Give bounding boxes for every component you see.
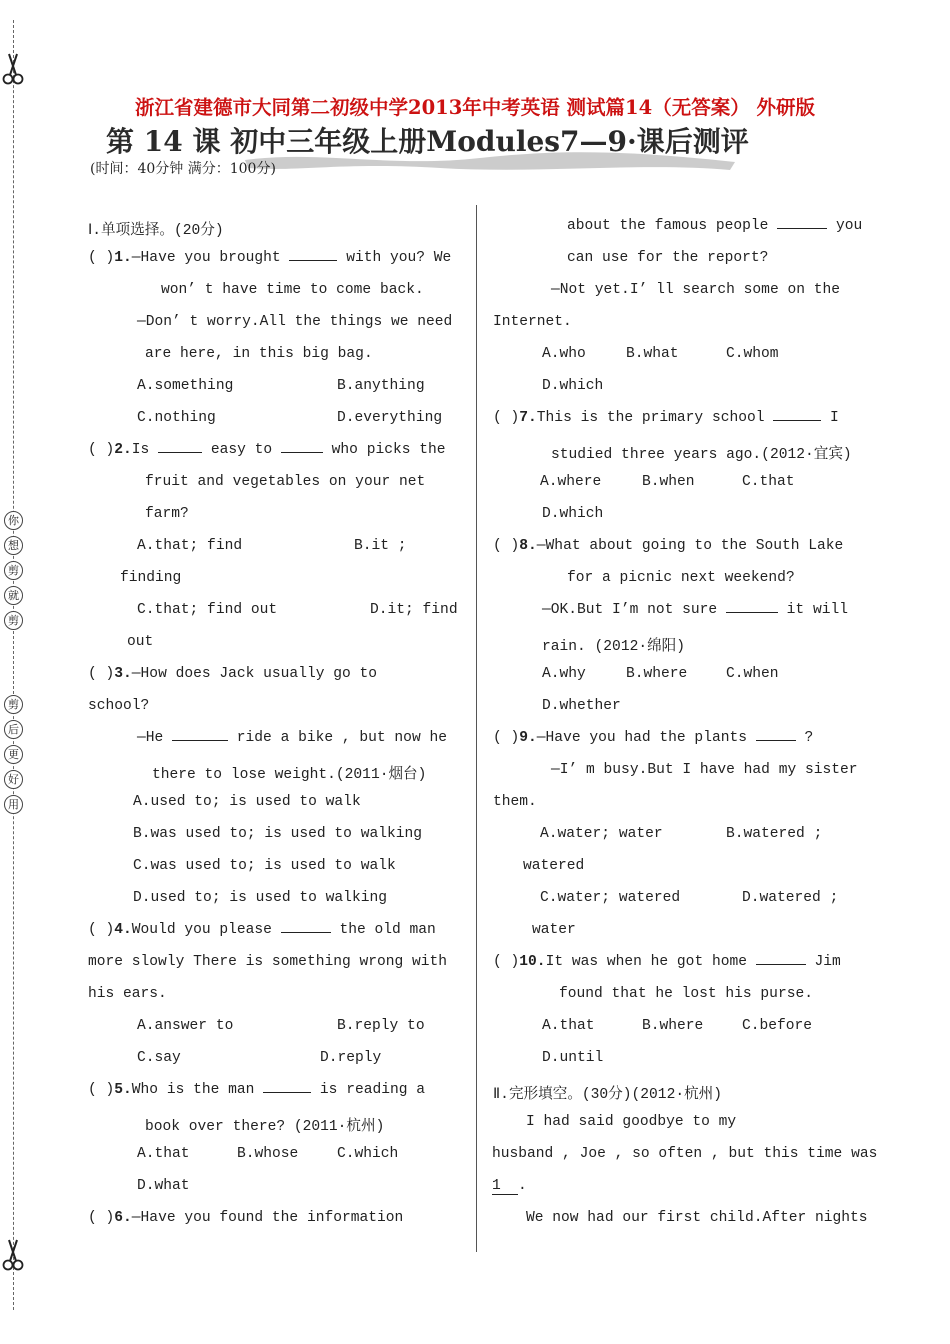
question-text: them. [493, 794, 537, 810]
column-divider [476, 205, 477, 1252]
question-text: —What about going to the South Lake [536, 538, 844, 554]
question-text: his ears. [88, 986, 167, 1002]
option-a: A.that [542, 1018, 595, 1034]
question-number: 9. [519, 730, 537, 746]
margin-circle: 你 [4, 511, 23, 530]
section-heading: Ⅰ.单项选择。(20分) [88, 223, 224, 239]
question-text: —I’ m busy.But I have had my sister [551, 762, 858, 778]
document-title: 浙江省建德市大同第二初级中学2013年中考英语 测试篇14（无答案） 外研版 [135, 96, 815, 119]
margin-circle: 就 [4, 586, 23, 605]
fill-blank [158, 452, 202, 453]
lesson-heading: 第 14 课 初中三年级上册Modules7—9·课后测评 [106, 125, 749, 158]
question-1 [88, 250, 451, 266]
answer-bracket: ( ) [493, 538, 520, 554]
question-text: can use for the report? [567, 250, 769, 266]
option-a: A.used to; is used to walk [133, 794, 361, 810]
option-b: B.when [642, 474, 695, 490]
question-text: fruit and vegetables on your net [145, 474, 426, 490]
question-text: about the famous people [567, 218, 778, 234]
option-c: C.when [726, 666, 779, 682]
fill-blank [777, 228, 827, 229]
question-number: 6. [114, 1210, 132, 1226]
margin-circle: 剪 [4, 695, 23, 714]
fill-blank [289, 260, 337, 261]
question-text: school? [88, 698, 150, 714]
answer-bracket: ( ) [493, 410, 520, 426]
option-c: C.whom [726, 346, 779, 362]
option-d-cont: out [127, 634, 154, 650]
question-number: 10. [519, 954, 546, 970]
option-b: B.what [626, 346, 679, 362]
margin-circle: 更 [4, 745, 23, 764]
option-a: A.something [137, 378, 234, 394]
question-number: 3. [114, 666, 132, 682]
option-d: D.which [542, 378, 604, 394]
question-text: are here, in this big bag. [145, 346, 373, 362]
answer-bracket: ( ) [88, 250, 115, 266]
option-d: D.everything [337, 410, 443, 426]
question-text: I [821, 410, 839, 426]
option-d-cont: water [532, 922, 576, 938]
option-b: B.whose [237, 1146, 299, 1162]
margin-circle: 剪 [4, 561, 23, 580]
question-text: there to lose weight.(2011·烟台) [152, 767, 427, 783]
question-text: studied three years ago.(2012·宜宾) [551, 447, 852, 463]
option-a: A.why [542, 666, 586, 682]
option-d: D.until [542, 1050, 604, 1066]
cloze-blank-1: 1 [492, 1178, 518, 1195]
question-text: rain. (2012·绵阳) [542, 639, 686, 655]
passage-text: We now had our first child.After nights [526, 1210, 868, 1226]
option-d: D.used to; is used to walking [133, 890, 387, 906]
question-2 [88, 442, 446, 458]
option-a: A.water; water [540, 826, 663, 842]
question-text [542, 602, 848, 618]
question-text: It was when he got home [545, 954, 756, 970]
option-a: A.that [137, 1146, 190, 1162]
passage-text: . [518, 1178, 527, 1194]
question-text: —How does Jack usually go to [131, 666, 378, 682]
question-text: ? [795, 730, 814, 746]
question-number: 2. [114, 442, 132, 458]
margin-circle: 用 [4, 795, 23, 814]
question-number: 4. [114, 922, 132, 938]
option-d: D.what [137, 1178, 190, 1194]
question-6 [88, 1210, 403, 1226]
question-number: 5. [114, 1082, 132, 1098]
option-b: B.reply to [337, 1018, 425, 1034]
margin-circle: 好 [4, 770, 23, 789]
option-b: B.was used to; is used to walking [133, 826, 423, 842]
option-a: A.answer to [137, 1018, 234, 1034]
option-b: B.anything [337, 378, 425, 394]
question-text: book over there? (2011·杭州) [145, 1119, 385, 1135]
fill-blank [263, 1092, 311, 1093]
question-9 [493, 730, 813, 746]
option-c: C.was used to; is used to walk [133, 858, 396, 874]
question-text: —Have you had the plants [536, 730, 756, 746]
question-10 [493, 954, 841, 970]
question-text: for a picnic next weekend? [567, 570, 795, 586]
fill-blank [172, 740, 228, 741]
scissors-icon [2, 1238, 24, 1272]
option-c: C.say [137, 1050, 181, 1066]
question-number: 8. [519, 538, 537, 554]
option-a: A.that; find [137, 538, 243, 554]
scissors-icon [2, 52, 24, 86]
question-text: it will [777, 602, 848, 618]
question-text: —Don’ t worry.All the things we need [137, 314, 453, 330]
margin-circle: 后 [4, 720, 23, 739]
fill-blank [756, 740, 796, 741]
question-number: 1. [114, 250, 132, 266]
question-text: who picks the [322, 442, 446, 458]
option-c: C.which [337, 1146, 399, 1162]
passage-text: I had said goodbye to my [526, 1114, 737, 1130]
question-8 [493, 538, 843, 554]
question-text: more slowly There is something wrong with [88, 954, 448, 970]
question-number: 7. [519, 410, 537, 426]
question-text: you [827, 218, 863, 234]
option-b: B.it ; [354, 538, 407, 554]
question-text: the old man [330, 922, 436, 938]
question-text: farm? [145, 506, 189, 522]
question-text: is reading a [311, 1082, 426, 1098]
option-c: C.water; watered [540, 890, 681, 906]
fill-blank [281, 452, 323, 453]
option-d: D.whether [542, 698, 621, 714]
question-text: found that he lost his purse. [559, 986, 813, 1002]
question-4 [88, 922, 436, 938]
option-b: B.where [642, 1018, 704, 1034]
question-text: This is the primary school [536, 410, 774, 426]
question-text: —Have you brought [131, 250, 290, 266]
question-7 [493, 410, 839, 426]
answer-bracket: ( ) [493, 954, 520, 970]
fill-blank [281, 932, 331, 933]
margin-circle: 剪 [4, 611, 23, 630]
option-c: C.nothing [137, 410, 216, 426]
option-c: C.before [742, 1018, 813, 1034]
question-text: —Have you found the information [131, 1210, 404, 1226]
option-b: B.watered ; [726, 826, 823, 842]
question-text: —OK.But I’m not sure [542, 602, 726, 618]
option-d: D.reply [320, 1050, 382, 1066]
option-a: A.where [540, 474, 602, 490]
exam-meta: (时间：40分钟 满分：100分) [90, 161, 276, 177]
question-text [567, 218, 862, 234]
question-text [137, 730, 447, 746]
fill-blank [726, 612, 778, 613]
question-text: Is [131, 442, 159, 458]
margin-circle: 想 [4, 536, 23, 555]
answer-bracket: ( ) [88, 1210, 115, 1226]
option-c: C.that [742, 474, 795, 490]
question-text: Jim [805, 954, 841, 970]
option-b-cont: finding [120, 570, 182, 586]
question-text: —Not yet.I’ ll search some on the [551, 282, 841, 298]
question-text: easy to [202, 442, 281, 458]
question-5 [88, 1082, 425, 1098]
option-d: D.it; find [370, 602, 458, 618]
option-c: C.that; find out [137, 602, 278, 618]
question-text: Would you please [131, 922, 281, 938]
fill-blank [756, 964, 806, 965]
cut-line [13, 20, 14, 1310]
question-text: —He [137, 730, 173, 746]
question-text: won’ t have time to come back. [161, 282, 424, 298]
option-a: A.who [542, 346, 586, 362]
answer-bracket: ( ) [493, 730, 520, 746]
option-d: D.which [542, 506, 604, 522]
question-text: Internet. [493, 314, 572, 330]
fill-blank [773, 420, 821, 421]
passage-text: husband , Joe , so often , but this time was [492, 1146, 878, 1162]
answer-bracket: ( ) [88, 922, 115, 938]
answer-bracket: ( ) [88, 1082, 115, 1098]
question-3 [88, 666, 377, 682]
section-heading: Ⅱ.完形填空。(30分)(2012·杭州) [493, 1087, 723, 1103]
option-d: D.watered ; [742, 890, 839, 906]
answer-bracket: ( ) [88, 666, 115, 682]
question-text: ride a bike , but now he [228, 730, 447, 746]
answer-bracket: ( ) [88, 442, 115, 458]
option-b-cont: watered [523, 858, 585, 874]
option-b: B.where [626, 666, 688, 682]
question-text: Who is the man [131, 1082, 264, 1098]
question-text: with you? We [337, 250, 452, 266]
passage-text [492, 1178, 527, 1195]
